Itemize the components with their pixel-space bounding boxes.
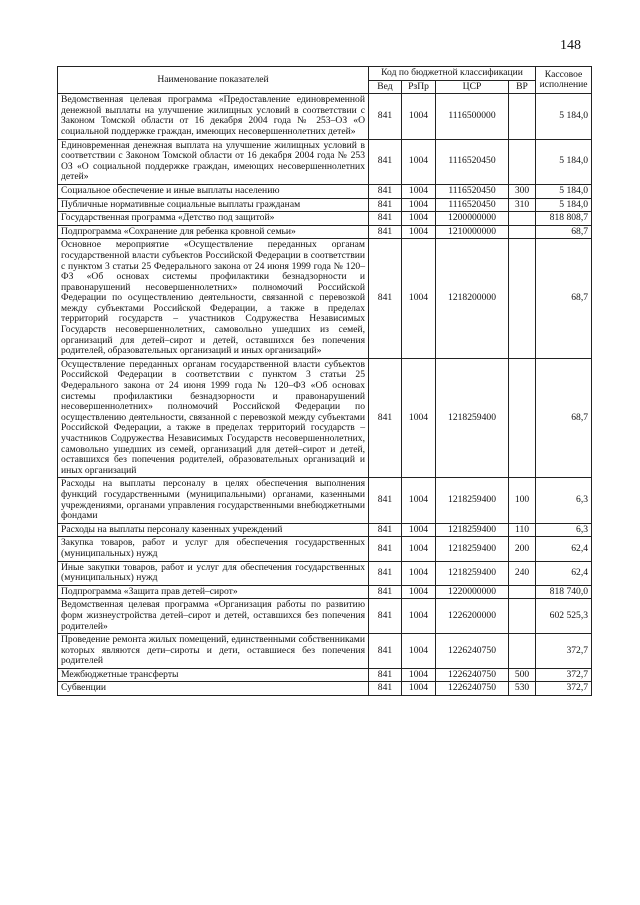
cell-ved: 841 <box>369 358 402 478</box>
cell-csr: 1218259400 <box>436 358 509 478</box>
cell-vr: 200 <box>509 537 536 561</box>
cell-rzpr: 1004 <box>402 585 436 599</box>
cell-name: Межбюджетные трансферты <box>58 668 369 682</box>
cell-csr: 1220000000 <box>436 585 509 599</box>
cell-rzpr: 1004 <box>402 634 436 669</box>
page-number: 148 <box>560 38 581 53</box>
cell-rzpr: 1004 <box>402 225 436 239</box>
cell-ved: 841 <box>369 212 402 226</box>
table-row <box>58 599 592 634</box>
cell-ved: 841 <box>369 94 402 139</box>
cell-rzpr: 1004 <box>402 239 436 359</box>
cell-name: Иные закупки товаров, работ и услуг для обеспечения государственных (муниципальных) нужд <box>58 561 369 585</box>
table-row <box>58 478 592 523</box>
cell-ved: 841 <box>369 523 402 537</box>
cell-sum: 68,7 <box>536 239 592 359</box>
cell-sum: 5 184,0 <box>536 198 592 212</box>
cell-vr <box>509 239 536 359</box>
cell-name: Государственная программа «Детство под защитой» <box>58 212 369 226</box>
header-ved: Вед <box>369 80 402 94</box>
cell-vr <box>509 585 536 599</box>
cell-sum: 5 184,0 <box>536 139 592 184</box>
cell-ved: 841 <box>369 561 402 585</box>
cell-name: Субвенции <box>58 682 369 696</box>
cell-sum: 5 184,0 <box>536 184 592 198</box>
table-row <box>58 184 592 198</box>
cell-ved: 841 <box>369 585 402 599</box>
cell-ved: 841 <box>369 239 402 359</box>
cell-name: Социальное обеспечение и иные выплаты населению <box>58 184 369 198</box>
cell-sum: 62,4 <box>536 537 592 561</box>
cell-rzpr: 1004 <box>402 599 436 634</box>
cell-rzpr: 1004 <box>402 94 436 139</box>
cell-ved: 841 <box>369 668 402 682</box>
cell-csr: 1116500000 <box>436 94 509 139</box>
cell-csr: 1218259400 <box>436 537 509 561</box>
cell-vr <box>509 358 536 478</box>
cell-name: Подпрограмма «Защита прав детей–сирот» <box>58 585 369 599</box>
cell-vr: 240 <box>509 561 536 585</box>
cell-rzpr: 1004 <box>402 212 436 226</box>
table-row <box>58 634 592 669</box>
cell-vr <box>509 634 536 669</box>
cell-rzpr: 1004 <box>402 682 436 696</box>
header-row-top <box>58 67 592 81</box>
budget-table <box>57 66 592 696</box>
cell-sum: 818 740,0 <box>536 585 592 599</box>
cell-name: Закупка товаров, работ и услуг для обеспечения государственных (муниципальных) нужд <box>58 537 369 561</box>
cell-csr: 1218259400 <box>436 523 509 537</box>
cell-csr: 1226240750 <box>436 682 509 696</box>
cell-csr: 1226240750 <box>436 668 509 682</box>
cell-ved: 841 <box>369 537 402 561</box>
cell-name: Ведомственная целевая программа «Предоставление единовременной денежной выплаты на улучшение жилищных условий в соответствии с Законом Томской области от 16 декабря 2004 года № 253–ОЗ «О социальной поддержке граждан, имеющих несовершеннолетних детей» <box>58 94 369 139</box>
cell-csr: 1200000000 <box>436 212 509 226</box>
cell-ved: 841 <box>369 478 402 523</box>
cell-sum: 372,7 <box>536 634 592 669</box>
cell-rzpr: 1004 <box>402 478 436 523</box>
header-name: Наименование показателей <box>58 67 369 94</box>
cell-vr: 310 <box>509 198 536 212</box>
cell-rzpr: 1004 <box>402 198 436 212</box>
cell-ved: 841 <box>369 599 402 634</box>
cell-name: Проведение ремонта жилых помещений, единственными собственниками которых являются дети–сироты и дети, оставшиеся без попечения родителей <box>58 634 369 669</box>
cell-sum: 5 184,0 <box>536 94 592 139</box>
cell-sum: 818 808,7 <box>536 212 592 226</box>
header-csr: ЦСР <box>436 80 509 94</box>
header-vr: ВР <box>509 80 536 94</box>
cell-sum: 62,4 <box>536 561 592 585</box>
cell-vr <box>509 225 536 239</box>
cell-csr: 1218259400 <box>436 478 509 523</box>
table-row <box>58 523 592 537</box>
cell-sum: 372,7 <box>536 682 592 696</box>
cell-csr: 1116520450 <box>436 139 509 184</box>
cell-ved: 841 <box>369 682 402 696</box>
cell-vr: 300 <box>509 184 536 198</box>
cell-csr: 1116520450 <box>436 198 509 212</box>
cell-name: Подпрограмма «Сохранение для ребенка кровной семьи» <box>58 225 369 239</box>
cell-vr <box>509 94 536 139</box>
cell-rzpr: 1004 <box>402 523 436 537</box>
table-row <box>58 561 592 585</box>
table-row <box>58 94 592 139</box>
cell-vr: 500 <box>509 668 536 682</box>
cell-csr: 1226240750 <box>436 634 509 669</box>
table-row <box>58 585 592 599</box>
table-row <box>58 139 592 184</box>
cell-vr <box>509 599 536 634</box>
table-row <box>58 358 592 478</box>
cell-name: Ведомственная целевая программа «Организация работы по развитию форм жизнеустройства детей–сирот и детей, оставшихся без попечения родителей» <box>58 599 369 634</box>
cell-sum: 6,3 <box>536 523 592 537</box>
cell-vr: 530 <box>509 682 536 696</box>
table-body <box>58 94 592 696</box>
cell-csr: 1226200000 <box>436 599 509 634</box>
cell-name: Основное мероприятие «Осуществление переданных органам государственной власти субъектов Российской Федерации в соответствии с пунктом 3 статьи 25 Федерального закона от 24 июня 1999 года № 120–ФЗ «Об основах системы профилактики безнадзорности и правонарушений несовершеннолетних» полномочий Российской Федерации по осуществлению деятельности, связанной с перевозкой между субъектами Российской Федерации, а также в пределах территорий государств – участников Содружества Независимых Государств несовершеннолетних, самовольно ушедших из семей, организаций для детей–сирот и детей, оставшихся без попечения родителей, образовательных организаций и иных организаций» <box>58 239 369 359</box>
cell-rzpr: 1004 <box>402 139 436 184</box>
cell-rzpr: 1004 <box>402 358 436 478</box>
cell-sum: 68,7 <box>536 225 592 239</box>
cell-csr: 1218200000 <box>436 239 509 359</box>
cell-ved: 841 <box>369 184 402 198</box>
table-row <box>58 668 592 682</box>
table-row <box>58 212 592 226</box>
table-row <box>58 198 592 212</box>
cell-vr <box>509 212 536 226</box>
table-row <box>58 682 592 696</box>
cell-vr: 100 <box>509 478 536 523</box>
header-code-group: Код по бюджетной классификации <box>369 67 536 81</box>
cell-rzpr: 1004 <box>402 668 436 682</box>
cell-csr: 1210000000 <box>436 225 509 239</box>
cell-ved: 841 <box>369 198 402 212</box>
cell-name: Расходы на выплаты персоналу казенных учреждений <box>58 523 369 537</box>
cell-name: Публичные нормативные социальные выплаты гражданам <box>58 198 369 212</box>
cell-ved: 841 <box>369 139 402 184</box>
header-rzpr: РзПр <box>402 80 436 94</box>
table-row <box>58 239 592 359</box>
cell-rzpr: 1004 <box>402 561 436 585</box>
cell-name: Осуществление переданных органам государственной власти субъектов Российской Федерации в соответствии с пунктом 3 статьи 25 Федерального закона от 24 июня 1999 года № 120–ФЗ «Об основах системы профилактики безнадзорности и правонарушений несовершеннолетних» полномочий Российской Федерации по осуществлению деятельности, связанной с перевозкой между субъектами Российской Федерации, а также в пределах территорий государств – участников Содружества Независимых Государств несовершеннолетних, самовольно ушедших из семей, организаций для детей–сирот и детей, оставшихся без попечения родителей, образовательных организаций и иных организаций <box>58 358 369 478</box>
cell-sum: 372,7 <box>536 668 592 682</box>
cell-csr: 1218259400 <box>436 561 509 585</box>
cell-name: Единовременная денежная выплата на улучшение жилищных условий в соответствии с Законом Томской области от 16 декабря 2004 года № 253 ОЗ «О социальной поддержке граждан, имеющих несовершеннолетних детей» <box>58 139 369 184</box>
table-row <box>58 225 592 239</box>
cell-sum: 68,7 <box>536 358 592 478</box>
cell-sum: 6,3 <box>536 478 592 523</box>
table-row <box>58 537 592 561</box>
cell-csr: 1116520450 <box>436 184 509 198</box>
cell-vr <box>509 139 536 184</box>
cell-ved: 841 <box>369 225 402 239</box>
cell-vr: 110 <box>509 523 536 537</box>
header-sum: Кассовое исполнение <box>536 67 592 94</box>
cell-name: Расходы на выплаты персоналу в целях обеспечения выполнения функций государственными (муниципальными) органами, казенными учреждениями, органами управления государственными внебюджетными фондами <box>58 478 369 523</box>
cell-rzpr: 1004 <box>402 184 436 198</box>
cell-rzpr: 1004 <box>402 537 436 561</box>
cell-sum: 602 525,3 <box>536 599 592 634</box>
cell-ved: 841 <box>369 634 402 669</box>
